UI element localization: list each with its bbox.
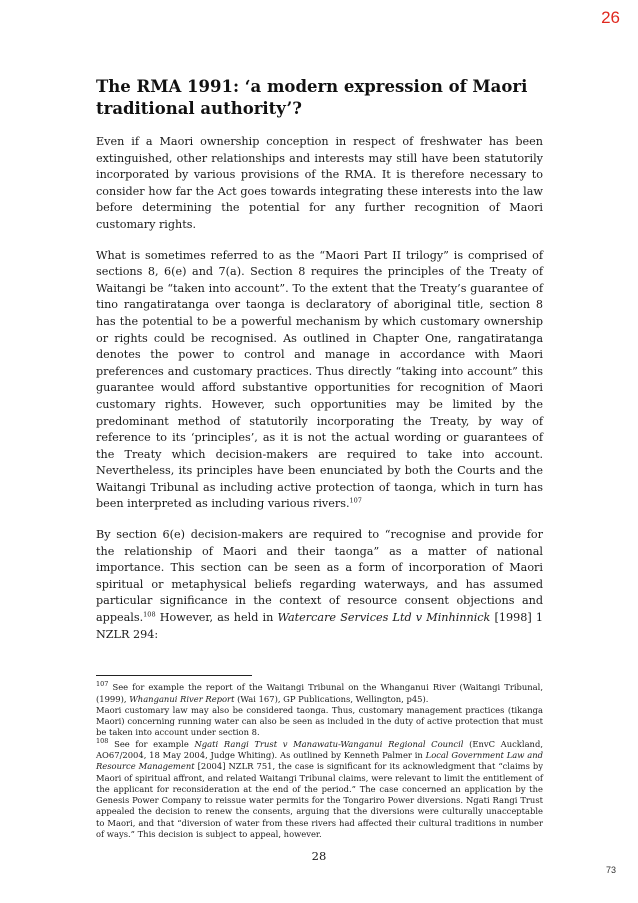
stamp-page-number-top: 26 [601, 8, 620, 27]
footnote-107 [96, 682, 543, 705]
page-body [96, 76, 543, 840]
paragraph-2 [96, 248, 543, 514]
section-heading: The RMA 1991: ‘a modern expression of Maori traditional authority’? [96, 77, 528, 118]
footnote-108-text-1: See for example [108, 738, 195, 749]
page-number: 28 [311, 849, 327, 863]
footnote-108-italic-2: Local Government Law and Resource Management [96, 750, 543, 772]
case-citation: Watercare Services Ltd v Minhinnick [277, 611, 491, 625]
paragraph-2-text: What is sometimes referred to as the “Maori Part II trilogy” is comprised of sections 8, 6(e) and 7(a). Section 8 requires the principles of the Treaty of Waitangi be “taken into account”. To the extent that the Treaty’s guarantee of tino rangatiratanga over taonga is declaratory of aboriginal title, section 8 has the potential to be a powerful mechanism by which customary ownership or rights could be recognised. As outlined in Chapter One, rangatiratanga denotes the power to control and manage in accordance with Maori preferences and customary practices. Thus directly “taking into account” this guarantee would afford substantive opportunities for recognition of Maori customary rights. However, such opportunities may be limited by the predominant method of statutorily incorporating the Treaty, by way of reference to its ‘principles’, as it is not the actual wording or guarantees of the Treaty which decision-makers are required to take into account. Nevertheless, its principles have been enunciated by both the Courts and the Waitangi Tribunal as including active protection of taonga, which in turn has been interpreted as including various rivers. [96, 248, 543, 511]
paragraph-3-tail-2: [1998] 1 NZLR 294: [96, 611, 543, 641]
footnote-108-text-3: [2004] NZLR 751, the case is significant for its acknowledgment that “claims by Maori of spiritual affront, and related Waitangi Tribunal claims, were relevant to limit the entitlement of the applicant for reconsideration at the end of the period.” The case concerned an application by the Genesis Power Company to reissue water permits for the Tongariro Power diversions. Ngati Rangi Trust appealed the decision to renew the consents, arguing that the diversions were culturally unacceptable to Maori, and that “diversion of water from these rivers had affected their cultural traditions in number of ways.” This decision is subject to appeal, however. [96, 761, 543, 840]
footnote-108-text-2: (EnvC Auckland, AO67/2004, 18 May 2004, Judge Whiting). As outlined by Kenneth Palmer in [96, 738, 543, 760]
footnote-divider [96, 675, 252, 676]
paragraph-3-text: By section 6(e) decision-makers are required to “recognise and provide for the relationship of Maori and their taonga” as a matter of national importance. This section can be seen as a form of incorporation of Maori spiritual or metaphysical beliefs regarding waterways, and has assumed particular significance in the context of resource consent objections and appeals. [96, 528, 543, 625]
footnote-108-mark: 108 [96, 736, 109, 745]
footnote-107-text-1: See for example the report of the Waitangi Tribunal on the Whanganui River (Waitangi Tribunal, (1999), [96, 682, 543, 704]
stamp-page-number-bottom: 73 [605, 865, 616, 875]
paragraph-3 [96, 527, 543, 643]
footnote-ref-107[interactable]: 107 [349, 496, 362, 505]
footnote-ref-108[interactable]: 108 [143, 610, 156, 619]
footnote-107-italic: Whanganui River Report [129, 693, 235, 704]
footnote-108-italic-1: Ngati Rangi Trust v Manawatu-Wanganui Regional Council [194, 738, 464, 749]
footnote-107-text-2: (Wai 167), GP Publications, Wellington, p45). [234, 693, 429, 704]
footnote-107-continuation: Maori customary law may also be considered taonga. Thus, customary management practices (tikanga Maori) concerning running water can also be seen as included in the duty of active protection that must be taken into account under section 8. [96, 704, 543, 738]
paragraph-1: Even if a Maori ownership conception in respect of freshwater has been extinguished, other relationships and interests may still have been statutorily incorporated by various provisions of the RMA. It is therefore necessary to consider how far the Act goes towards integrating these interests into the law before determining the potential for any further recognition of Maori customary rights. [96, 135, 543, 231]
paragraph-3-tail-1: However, as held in [155, 611, 278, 625]
footnote-108 [96, 736, 543, 841]
footnote-107-mark: 107 [96, 680, 109, 689]
